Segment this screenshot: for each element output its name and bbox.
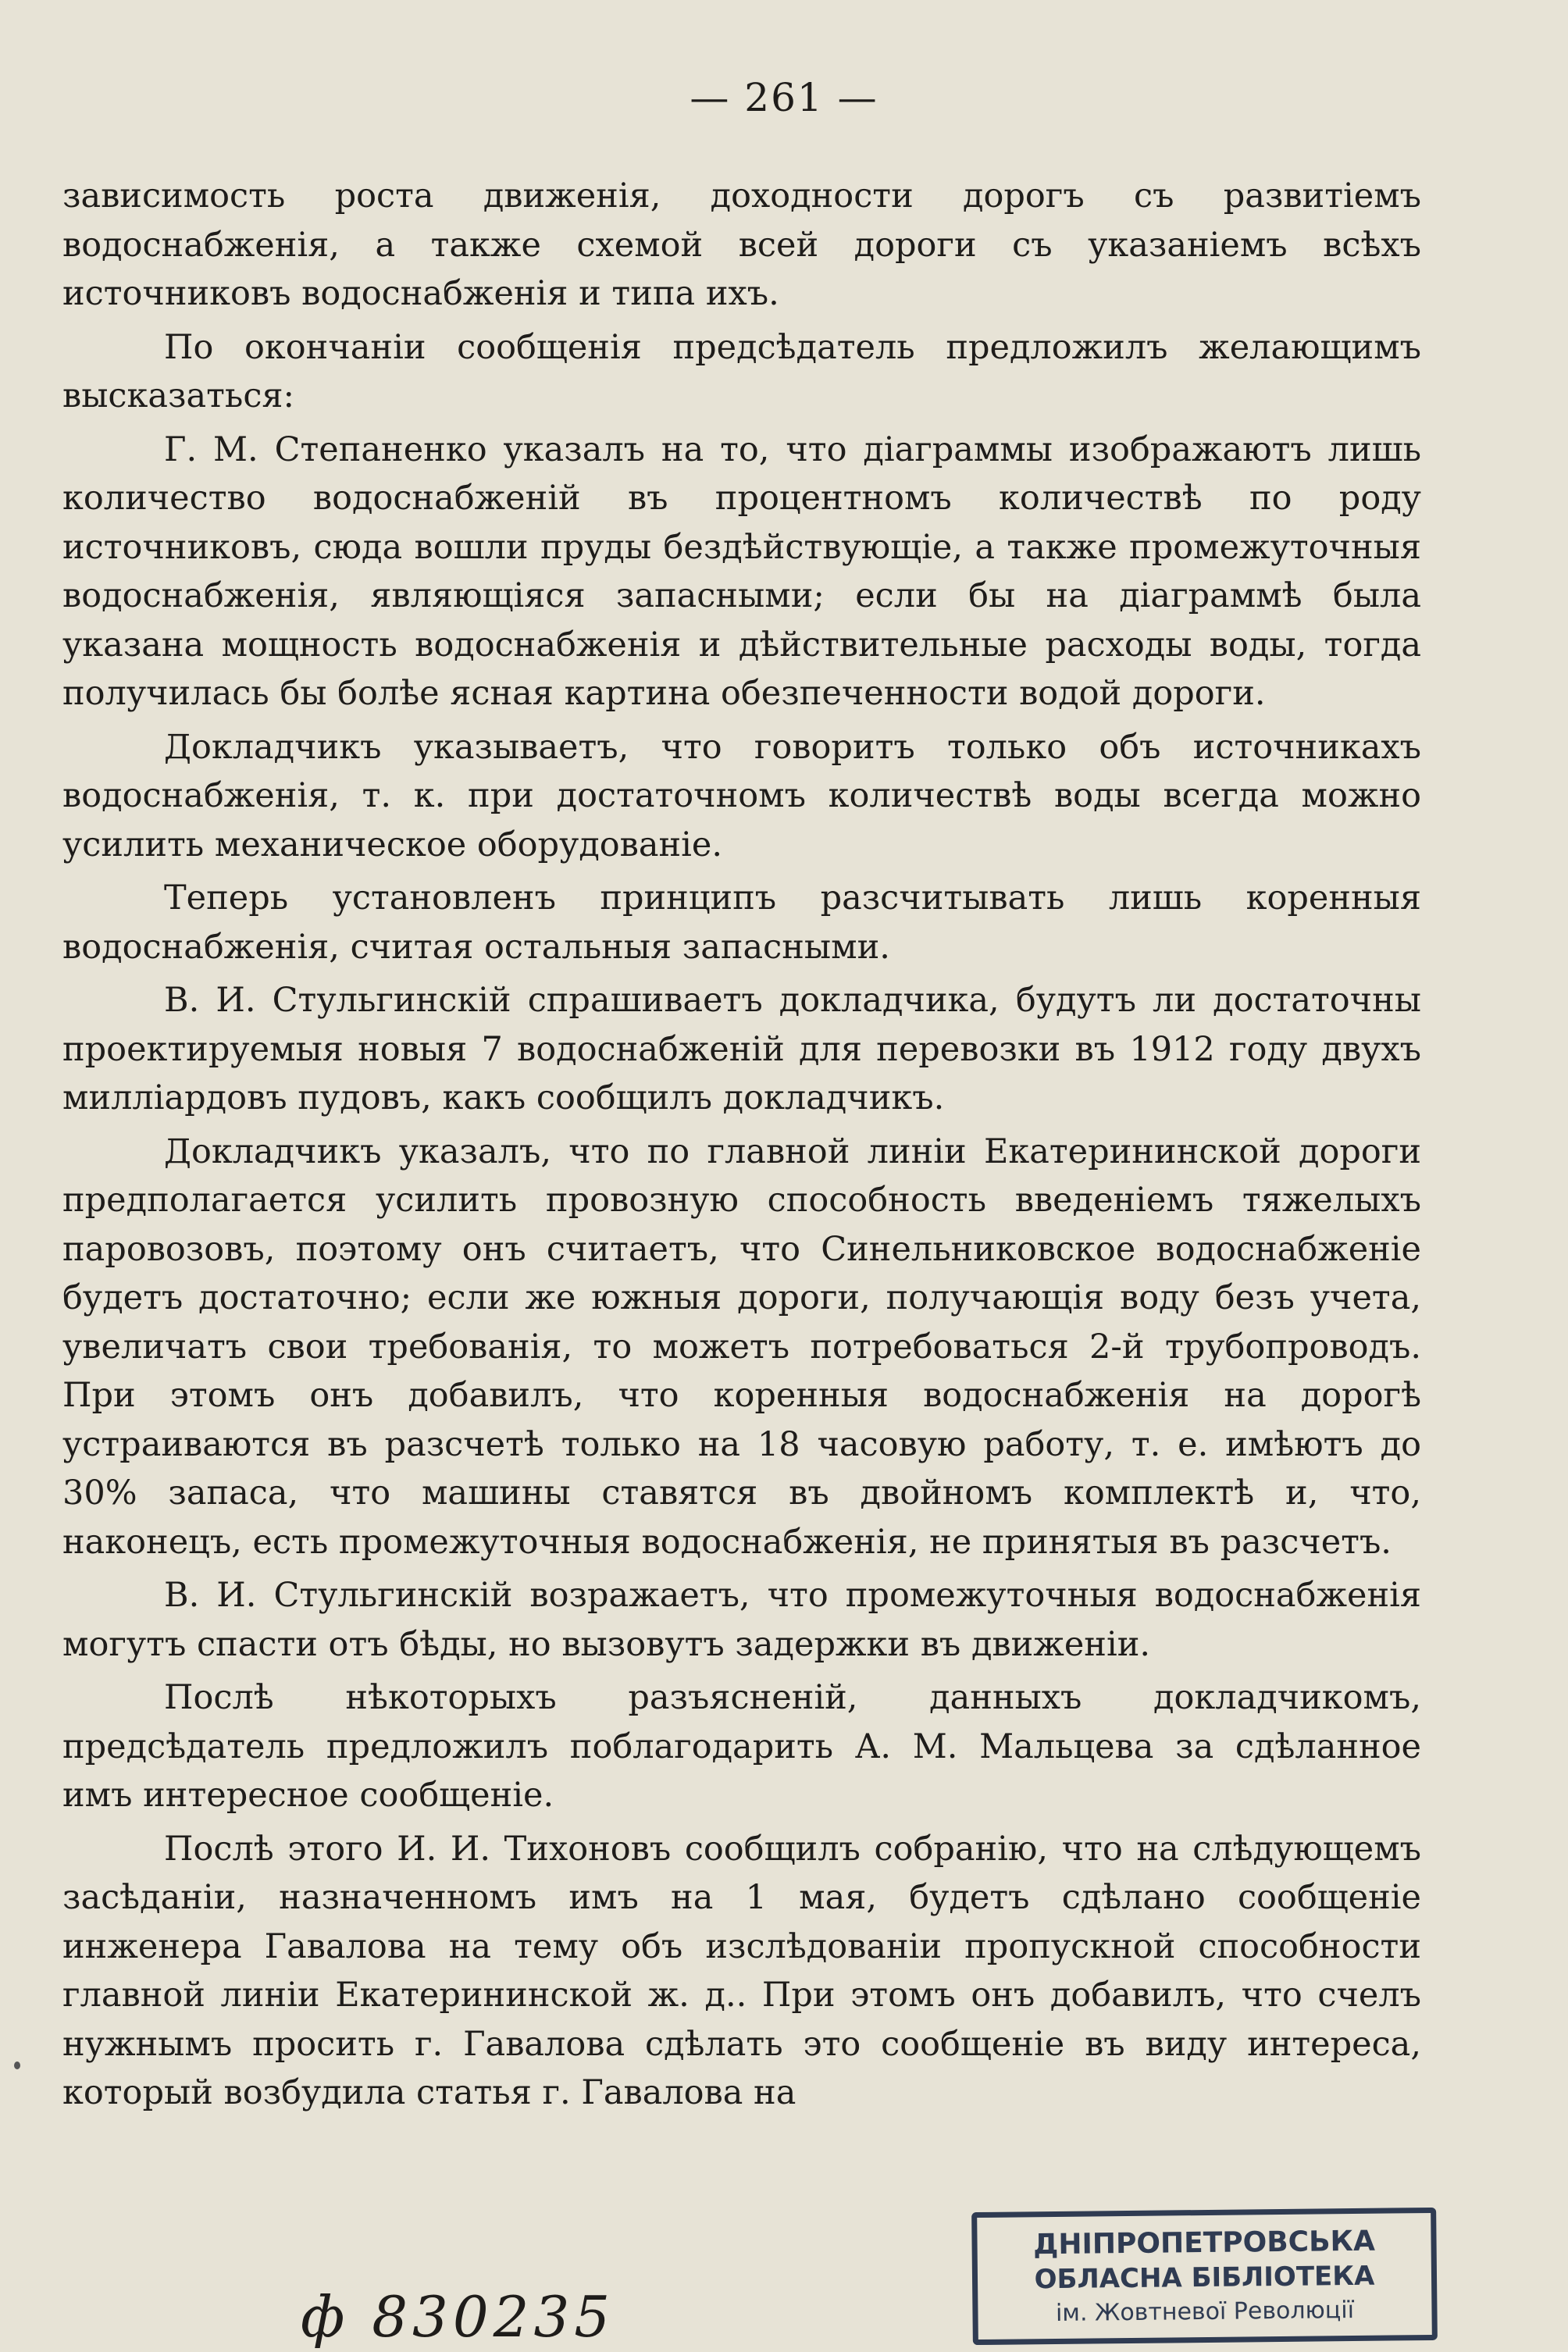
stamp-line: ім. Жовтневої Революції (1055, 2296, 1355, 2327)
paragraph: Теперь установленъ принципъ разсчитывать лишь коренныя водоснабженія, считая остальныя запасными. (62, 878, 1421, 967)
paragraph: Послѣ нѣкоторыхъ разъясненій, данныхъ докладчикомъ, предсѣдатель предложилъ поблагодарить А. М. Мальцева за сдѣланное имъ интересное сообщеніе. (62, 1678, 1421, 1815)
stamp-line: ОБЛАСНА БІБЛІОТЕКА (1034, 2260, 1375, 2296)
library-stamp (971, 2208, 1438, 2345)
paragraph: Г. М. Степаненко указалъ на то, что діаграммы изображаютъ лишь количество водоснабженій въ процентномъ количествѣ по роду источниковъ, сюда вошли пруды бездѣйствующіе, а также промежуточныя водоснабженія, являющіяся запасными; если бы на діаграммѣ была указана мощность водоснабженія и дѣйствительные расходы воды, тогда получилась бы болѣе ясная картина обезпеченности водой дороги. (62, 429, 1421, 713)
paragraph: В. И. Стульгинскій возражаетъ, что промежуточныя водоснабженія могутъ спасти отъ бѣды, но вызовутъ задержки въ движеніи. (62, 1576, 1421, 1664)
paragraph: По окончаніи сообщенія предсѣдатель предложилъ желающимъ высказаться: (62, 327, 1421, 415)
ink-speck (14, 2062, 20, 2069)
paragraph: Докладчикъ указываетъ, что говоритъ только объ источникахъ водоснабженія, т. к. при достаточномъ количествѣ воды всегда можно усилить механическое оборудованіе. (62, 727, 1421, 864)
call-number: ф 830235 (301, 2284, 615, 2350)
paragraph: Послѣ этого И. И. Тихоновъ сообщилъ собранію, что на слѣдующемъ засѣданіи, назначенномъ имъ на 1 мая, будетъ сдѣлано сообщеніе инженера Гавалова на тему объ изслѣдованіи пропускной способности главной линіи Екатерининской ж. д.. При этомъ онъ добавилъ, что счелъ нужнымъ просить г. Гавалова сдѣлать это сообщеніе въ виду интереса, который возбудила статья г. Гавалова на (62, 1829, 1421, 2112)
paragraph: В. И. Стульгинскій спрашиваетъ докладчика, будутъ ли достаточны проектируемыя новыя 7 водоснабженій для перевозки въ 1912 году двухъ миллiардовъ пудовъ, какъ сообщилъ докладчикъ. (62, 981, 1421, 1117)
paragraph: зависимость роста движенія, доходности дорогъ съ развитіемъ водоснабженія, а также схемой всей дороги съ указаніемъ всѣхъ источниковъ водоснабженія и типа ихъ. (62, 176, 1421, 313)
body-text (62, 172, 1421, 2118)
paragraph: Докладчикъ указалъ, что по главной линіи Екатерининской дороги предполагается усилить провозную способность введеніемъ тяжелыхъ паровозовъ, поэтому онъ считаетъ, что Синельниковское водоснабженіе будетъ достаточно; если же южныя дороги, получающія воду безъ учета, увеличатъ свои требованія, то можетъ потребоваться 2-й трубопроводъ. При этомъ онъ добавилъ, что коренныя водоснабженія на дорогѣ устраиваются въ разсчетѣ только на 18 часовую работу, т. е. имѣютъ до 30% запаса, что машины ставятся въ двойномъ комплектѣ и, что, наконецъ, есть промежуточныя водоснабженія, не принятыя въ разсчетъ. (62, 1131, 1421, 1562)
page-number: — 261 — (690, 75, 878, 120)
stamp-line: ДНІПРОПЕТРОВСЬКА (1033, 2225, 1376, 2261)
